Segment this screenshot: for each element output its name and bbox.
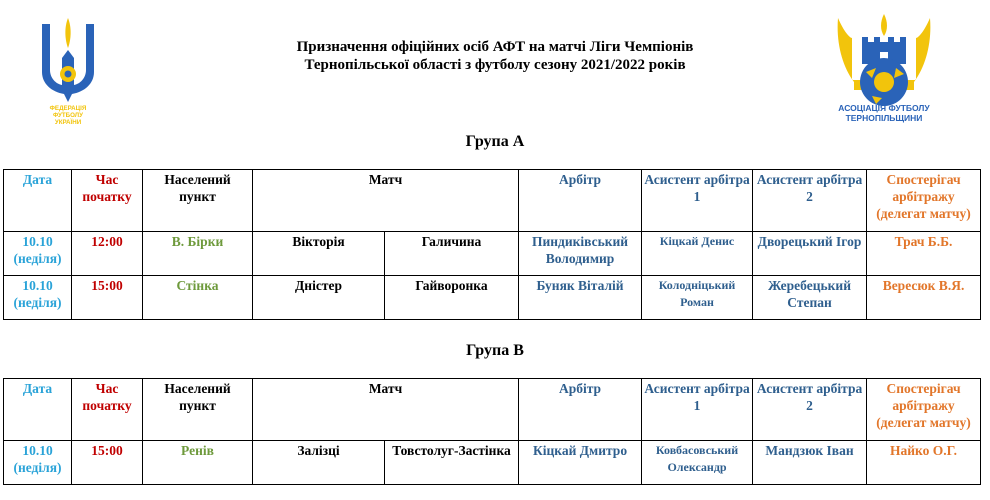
svg-text:УКРАЇНИ: УКРАЇНИ (54, 119, 82, 126)
home-team: Вікторія (253, 232, 385, 276)
group-b-table (3, 378, 981, 485)
away-team: Галичина (385, 232, 519, 276)
table-row (4, 232, 981, 276)
tfa-logo-text: АСОЦІАЦІЯ ФУТБОЛУ (838, 103, 930, 113)
away-team: Гайворонка (385, 276, 519, 320)
match-city: Стінка (143, 276, 253, 320)
home-team: Дністер (253, 276, 385, 320)
referee: Буняк Віталій (519, 276, 642, 320)
observer: Найко О.Г. (867, 441, 981, 485)
referee: Пиндиківський Володимир (519, 232, 642, 276)
svg-text:ТЕРНОПІЛЬЩИНИ: ТЕРНОПІЛЬЩИНИ (845, 113, 923, 123)
header-referee: Арбітр (519, 379, 642, 441)
referee: Кіцкай Дмитро (519, 441, 642, 485)
table-row (4, 276, 981, 320)
match-date: 10.10 (неділя) (4, 276, 72, 320)
document-title-line2: Тернопільської області з футболу сезону 2021/2022 років (304, 57, 686, 73)
match-city: Ренів (143, 441, 253, 485)
home-team: Залізці (253, 441, 385, 485)
svg-text:ФУТБОЛУ: ФУТБОЛУ (53, 112, 83, 119)
table-header-row (4, 170, 981, 232)
match-time: 12:00 (72, 232, 143, 276)
header-match: Матч (253, 170, 519, 232)
table-header-row (4, 379, 981, 441)
header-observer: Спостерігач арбітражу (делегат матчу) (867, 379, 981, 441)
assistant1: Колодніцький Роман (642, 276, 753, 320)
header-time: Час початку (72, 379, 143, 441)
ffu-logo-text: ФЕДЕРАЦІЯ (49, 105, 87, 112)
assistant1: Ковбасовський Олександр (642, 441, 753, 485)
header-assistant2: Асистент арбітра 2 (753, 379, 867, 441)
group-a-table (3, 169, 981, 320)
assistant2: Жеребецький Степан (753, 276, 867, 320)
match-date: 10.10 (неділя) (4, 232, 72, 276)
match-time: 15:00 (72, 441, 143, 485)
group-b-title: Група В (466, 342, 524, 359)
header-time: Час початку (72, 170, 143, 232)
assistant2: Дворецький Ігор (753, 232, 867, 276)
header-match: Матч (253, 379, 519, 441)
table-row (4, 441, 981, 485)
document-title-line1: Призначення офіційних осіб АФТ на матчі Ліги Чемпіонів (296, 39, 694, 55)
header-assistant1: Асистент арбітра 1 (642, 379, 753, 441)
header-date: Дата (4, 170, 72, 232)
assistant2: Мандзюк Іван (753, 441, 867, 485)
header-referee: Арбітр (519, 170, 642, 232)
ffu-trident-logo (34, 14, 102, 128)
away-team: Товстолуг-Застінка (385, 441, 519, 485)
header-date: Дата (4, 379, 72, 441)
header-assistant1: Асистент арбітра 1 (642, 170, 753, 232)
header-observer: Спостерігач арбітражу (делегат матчу) (867, 170, 981, 232)
observer: Трач Б.Б. (867, 232, 981, 276)
match-city: В. Бірки (143, 232, 253, 276)
group-a-title: Група А (465, 133, 525, 150)
document-title (230, 38, 760, 74)
match-date: 10.10 (неділя) (4, 441, 72, 485)
header-city: Населений пункт (143, 379, 253, 441)
ternopil-football-association-logo (832, 12, 936, 124)
header-city: Населений пункт (143, 170, 253, 232)
header-assistant2: Асистент арбітра 2 (753, 170, 867, 232)
observer: Вересюк В.Я. (867, 276, 981, 320)
assistant1: Кіцкай Денис (642, 232, 753, 276)
match-time: 15:00 (72, 276, 143, 320)
